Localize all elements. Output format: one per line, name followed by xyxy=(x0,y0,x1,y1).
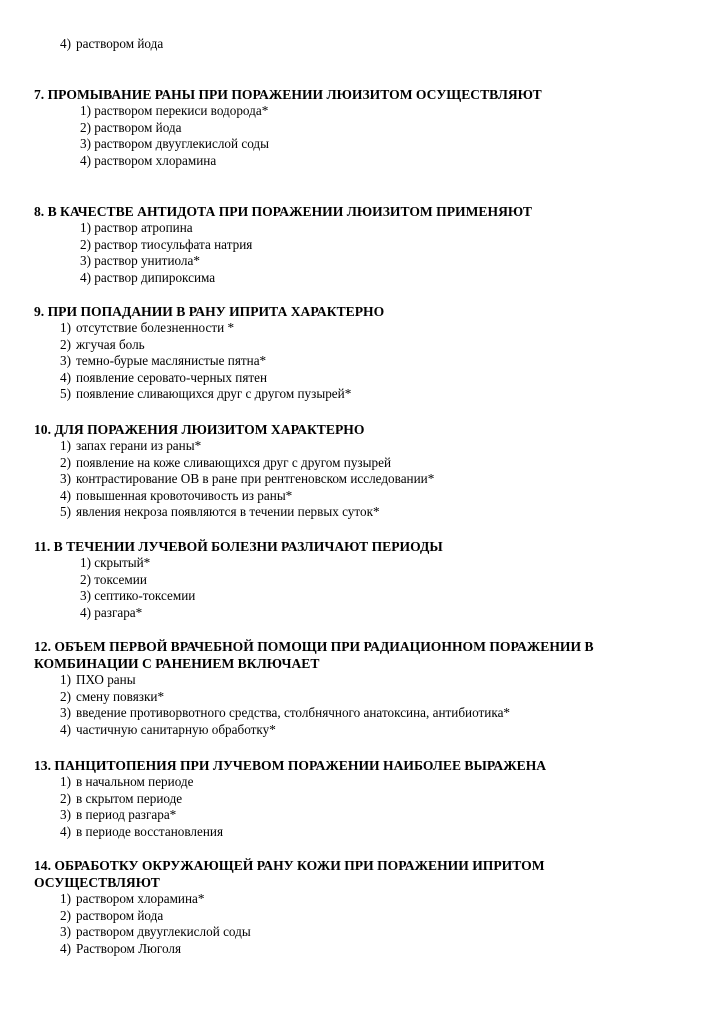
question-title-line: 14. ОБРАБОТКУ ОКРУЖАЮЩЕЙ РАНУ КОЖИ ПРИ ПОРАЖЕНИИ ИПРИТОМ xyxy=(34,858,545,873)
question-title xyxy=(34,638,704,672)
option-item: 1) раствором перекиси водорода* xyxy=(80,103,269,118)
question-title: 11. В ТЕЧЕНИИ ЛУЧЕВОЙ БОЛЕЗНИ РАЗЛИЧАЮТ ПЕРИОДЫ xyxy=(34,539,443,554)
question-8 xyxy=(34,203,704,286)
option-item: 3) введение противорвотного средства, столбнячного анатоксина, антибиотика* xyxy=(60,705,511,721)
option-item: 5) явления некроза появляются в течении первых суток* xyxy=(60,504,380,520)
option-item: 3) септико-токсемии xyxy=(80,588,196,604)
question-14 xyxy=(34,857,704,957)
option-item: 5) появление сливающихся друг с другом пузырей* xyxy=(60,386,352,402)
question-title: 7. ПРОМЫВАНИЕ РАНЫ ПРИ ПОРАЖЕНИИ ЛЮИЗИТОМ ОСУЩЕСТВЛЯЮТ xyxy=(34,87,542,102)
option-item: 3) раствором двууглекислой соды xyxy=(80,136,269,152)
question-title xyxy=(34,857,704,891)
option-item: 3) в период разгара* xyxy=(60,807,177,823)
question-12 xyxy=(34,638,704,738)
question-title: 9. ПРИ ПОПАДАНИИ В РАНУ ИПРИТА ХАРАКТЕРНО xyxy=(34,304,385,319)
option-item: 1) ПХО раны xyxy=(60,672,136,687)
question-7 xyxy=(34,86,704,169)
option-item: 4) раствором хлорамина xyxy=(80,152,217,168)
option-item: 4) повышенная кровоточивость из раны* xyxy=(60,487,293,503)
option-item: 2) раствор тиосульфата натрия xyxy=(80,236,253,252)
question-13 xyxy=(34,757,704,840)
option-item: 3) раствор унитиола* xyxy=(80,253,200,269)
question-9 xyxy=(34,303,704,403)
option-item: 4) частичную санитарную обработку* xyxy=(60,721,276,737)
question-title-line: 12. ОБЪЕМ ПЕРВОЙ ВРАЧЕБНОЙ ПОМОЩИ ПРИ РАДИАЦИОННОМ ПОРАЖЕНИИ В xyxy=(34,639,594,654)
question-6-tail xyxy=(34,36,704,53)
option-item: 4) Раствором Люголя xyxy=(60,940,182,956)
question-title: 13. ПАНЦИТОПЕНИЯ ПРИ ЛУЧЕВОМ ПОРАЖЕНИИ НАИБОЛЕЕ ВЫРАЖЕНА xyxy=(34,758,547,773)
option-item: 4) раствором йода xyxy=(60,36,164,51)
option-item: 2) раствором йода xyxy=(60,907,164,923)
option-item: 1) скрытый* xyxy=(80,555,151,570)
option-item: 4) в периоде восстановления xyxy=(60,823,224,839)
question-11 xyxy=(34,538,704,621)
option-item: 2) в скрытом периоде xyxy=(60,790,183,806)
question-title-line: КОМБИНАЦИИ С РАНЕНИЕМ ВКЛЮЧАЕТ xyxy=(34,656,320,671)
option-item: 1) отсутствие болезненности * xyxy=(60,320,235,335)
option-item: 2) токсемии xyxy=(80,571,147,587)
option-item: 4) появление серовато-черных пятен xyxy=(60,369,268,385)
option-item: 2) появление на коже сливающихся друг с другом пузырей xyxy=(60,454,391,470)
option-item: 2) раствором йода xyxy=(80,119,182,135)
option-item: 1) раствором хлорамина* xyxy=(60,891,205,906)
option-item: 1) запах герани из раны* xyxy=(60,438,202,453)
option-item: 3) темно-бурые маслянистые пятна* xyxy=(60,353,267,369)
question-title-line: ОСУЩЕСТВЛЯЮТ xyxy=(34,875,160,890)
option-item: 4) разгара* xyxy=(80,604,143,620)
option-item: 2) смену повязки* xyxy=(60,688,165,704)
option-item: 4) раствор дипироксима xyxy=(80,269,216,285)
option-item: 3) контрастирование ОВ в ране при рентгеновском исследовании* xyxy=(60,471,435,487)
question-title: 8. В КАЧЕСТВЕ АНТИДОТА ПРИ ПОРАЖЕНИИ ЛЮИЗИТОМ ПРИМЕНЯЮТ xyxy=(34,204,532,219)
option-item: 3) раствором двууглекислой соды xyxy=(60,924,251,940)
option-item: 1) раствор атропина xyxy=(80,220,193,235)
question-title: 10. ДЛЯ ПОРАЖЕНИЯ ЛЮИЗИТОМ ХАРАКТЕРНО xyxy=(34,422,365,437)
option-item: 2) жгучая боль xyxy=(60,336,145,352)
option-item: 1) в начальном периоде xyxy=(60,774,194,789)
question-10 xyxy=(34,421,704,521)
